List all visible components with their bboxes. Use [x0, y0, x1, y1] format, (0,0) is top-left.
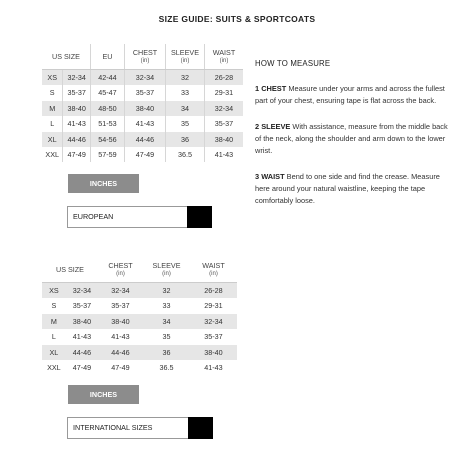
table-cell: XL — [42, 132, 63, 148]
table-cell: 38-40 — [63, 101, 91, 117]
table-row — [42, 314, 237, 330]
table-row — [42, 116, 243, 132]
table-row — [42, 360, 237, 375]
table-cell: 26-28 — [205, 70, 244, 86]
table-cell: 35 — [166, 116, 205, 132]
table-cell: 47-49 — [98, 360, 143, 375]
table-cell: L — [42, 329, 66, 345]
table-cell: 44-46 — [125, 132, 166, 148]
table-cell: 32-34 — [66, 283, 98, 299]
table-cell: 38-40 — [205, 132, 244, 148]
table-cell: 47-49 — [63, 147, 91, 162]
table-cell: 33 — [143, 298, 190, 314]
measure-item-waist: 3 WAIST Bend to one side and find the crease. Measure here around your natural waistline, keeping the tape comfortably loose. — [255, 172, 440, 205]
header-eu: EU — [91, 44, 125, 70]
table-row — [42, 85, 243, 101]
table-cell: 38-40 — [125, 101, 166, 117]
table-cell: 32-34 — [63, 70, 91, 86]
table-cell: L — [42, 116, 63, 132]
size-system-select[interactable] — [67, 417, 213, 439]
table-cell: 32 — [166, 70, 205, 86]
table-cell: 38-40 — [98, 314, 143, 330]
table-cell: 35-37 — [190, 329, 237, 345]
table-row — [42, 70, 243, 86]
header-us-size: US SIZE — [42, 44, 91, 70]
select-label: EUROPEAN — [73, 212, 114, 221]
table-cell: 32-34 — [98, 283, 143, 299]
table-cell: 54-56 — [91, 132, 125, 148]
table-cell: 36.5 — [143, 360, 190, 375]
table-cell: 34 — [143, 314, 190, 330]
table-cell: 47-49 — [66, 360, 98, 375]
page-title: SIZE GUIDE: SUITS & SPORTCOATS — [158, 14, 316, 24]
table-row — [42, 298, 237, 314]
inches-button[interactable]: INCHES — [68, 385, 139, 404]
table-cell: 26-28 — [190, 283, 237, 299]
table-cell: 47-49 — [125, 147, 166, 162]
header-sleeve: SLEEVE (in) — [143, 257, 190, 283]
measure-item-chest: 1 CHEST Measure under your arms and across the fullest part of your chest, ensuring tape is flat across the back. — [255, 84, 445, 105]
size-table-us-eu — [42, 44, 243, 162]
table-cell: 35 — [143, 329, 190, 345]
table-cell: M — [42, 101, 63, 117]
table-row — [42, 345, 237, 361]
table-cell: 41-43 — [98, 329, 143, 345]
inches-button[interactable]: INCHES — [68, 174, 139, 193]
how-to-measure-heading: HOW TO MEASURE — [255, 59, 331, 68]
header-chest: CHEST (in) — [125, 44, 166, 70]
header-chest: CHEST (in) — [98, 257, 143, 283]
table-cell: 38-40 — [66, 314, 98, 330]
table-cell: 51-53 — [91, 116, 125, 132]
table-cell: XL — [42, 345, 66, 361]
table-row — [42, 329, 237, 345]
table-cell: XXL — [42, 360, 66, 375]
select-dropdown-button[interactable] — [187, 206, 212, 228]
table-cell: 41-43 — [190, 360, 237, 375]
table-cell: 42-44 — [91, 70, 125, 86]
table-cell: 29-31 — [190, 298, 237, 314]
how-to-measure-panel — [255, 58, 455, 221]
size-table-us — [42, 257, 237, 375]
table-cell: 57-59 — [91, 147, 125, 162]
table-row — [42, 132, 243, 148]
select-label: INTERNATIONAL SIZES — [73, 423, 153, 432]
table-cell: S — [42, 85, 63, 101]
table-cell: 36 — [143, 345, 190, 361]
table-cell: 44-46 — [98, 345, 143, 361]
table-cell: XS — [42, 283, 66, 299]
table-cell: 36 — [166, 132, 205, 148]
header-us-size: US SIZE — [42, 257, 98, 283]
table-cell: XS — [42, 70, 63, 86]
table-cell: M — [42, 314, 66, 330]
table-row — [42, 101, 243, 117]
header-waist: WAIST (in) — [205, 44, 244, 70]
table-cell: 48-50 — [91, 101, 125, 117]
table-cell: S — [42, 298, 66, 314]
table-cell: 35-37 — [205, 116, 244, 132]
table-cell: 35-37 — [66, 298, 98, 314]
table-cell: 32-34 — [190, 314, 237, 330]
table-cell: 44-46 — [66, 345, 98, 361]
table-cell: 34 — [166, 101, 205, 117]
table-cell: 41-43 — [63, 116, 91, 132]
select-dropdown-button[interactable] — [188, 417, 213, 439]
table-cell: 35-37 — [63, 85, 91, 101]
table-cell: 45-47 — [91, 85, 125, 101]
table-cell: XXL — [42, 147, 63, 162]
table-cell: 29-31 — [205, 85, 244, 101]
table-cell: 44-46 — [63, 132, 91, 148]
table-cell: 36.5 — [166, 147, 205, 162]
table-cell: 38-40 — [190, 345, 237, 361]
size-system-select[interactable] — [67, 206, 212, 228]
header-sleeve: SLEEVE (in) — [166, 44, 205, 70]
table-cell: 32-34 — [205, 101, 244, 117]
table-row — [42, 283, 237, 299]
table-cell: 35-37 — [98, 298, 143, 314]
table-row — [42, 147, 243, 162]
table-cell: 35-37 — [125, 85, 166, 101]
table-cell: 41-43 — [205, 147, 244, 162]
measure-item-sleeve: 2 SLEEVE With assistance, measure from the middle back of the neck, along the shoulder and arm down to the lower wrist. — [255, 122, 448, 155]
table-cell: 41-43 — [125, 116, 166, 132]
table-cell: 33 — [166, 85, 205, 101]
table-cell: 32 — [143, 283, 190, 299]
table-cell: 32-34 — [125, 70, 166, 86]
header-waist: WAIST (in) — [190, 257, 237, 283]
table-cell: 41-43 — [66, 329, 98, 345]
